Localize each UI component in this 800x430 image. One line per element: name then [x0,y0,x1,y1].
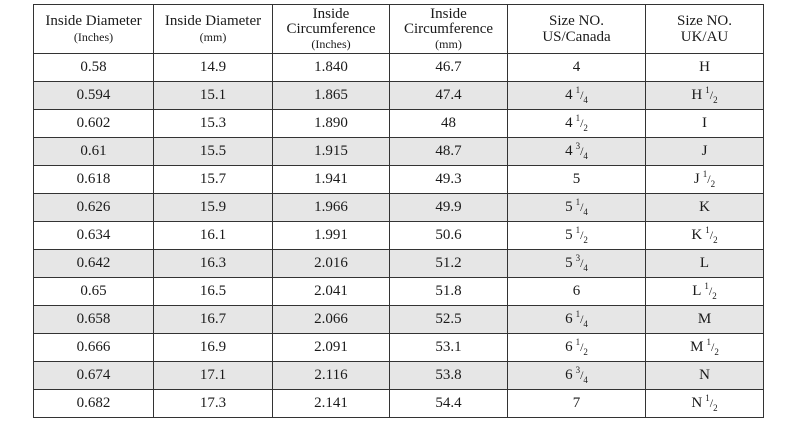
cell-inside-circumference-mm: 46.7 [390,54,508,82]
cell-inside-circumference-mm: 49.9 [390,194,508,222]
cell-inside-diameter-mm: 16.5 [154,278,273,306]
cell-inside-circumference-mm: 50.6 [390,222,508,250]
cell-inside-diameter-mm: 15.3 [154,110,273,138]
fraction-slash: / [709,88,714,102]
cell-inside-diameter-mm: 17.1 [154,362,273,390]
size-whole: J [701,143,708,159]
fraction-slash: / [709,396,714,410]
fraction-numerator: 1 [705,393,710,403]
fraction-denominator: 4 [583,207,588,217]
size-whole: 6 [565,339,573,355]
header-inside-diameter-inches: Inside Diameter (Inches) [34,5,154,54]
fraction-slash: / [580,340,584,354]
cell-inside-circumference-inches: 2.016 [273,250,390,278]
fraction-denominator: 2 [583,123,588,133]
cell-inside-diameter-mm: 16.1 [154,222,273,250]
cell-size-us-canada [508,138,646,166]
size-value [702,115,707,131]
fraction-denominator: 2 [710,179,716,189]
cell-inside-diameter-mm: 14.9 [154,54,273,82]
size-whole: I [702,115,707,131]
cell-inside-diameter-mm: 15.7 [154,166,273,194]
size-value [565,87,588,103]
size-whole: 6 [565,311,573,327]
cell-size-us-canada [508,54,646,82]
size-value [573,171,581,187]
fraction-denominator: 2 [583,347,588,357]
table-row [34,54,764,82]
table-row [34,194,764,222]
ring-size-table [33,4,764,418]
size-value [565,255,588,271]
cell-inside-diameter-inches: 0.618 [34,166,154,194]
size-whole: K [691,227,703,243]
fraction-slash: / [708,284,713,298]
cell-inside-circumference-inches: 1.991 [273,222,390,250]
size-whole: 6 [572,283,581,299]
size-value [573,59,581,75]
table-row [34,334,764,362]
size-value [699,367,710,383]
cell-size-uk-au [646,166,764,194]
table-row [34,222,764,250]
size-value [573,283,581,299]
size-value [573,395,581,411]
cell-size-us-canada [508,82,646,110]
cell-inside-diameter-mm: 16.9 [154,334,273,362]
fraction-denominator: 2 [713,235,718,245]
size-value [565,311,588,327]
size-whole: N [691,395,703,411]
size-value [694,171,715,187]
size-value [692,283,717,299]
header-inside-circumference-mm: Inside Circumference (mm) [390,5,508,54]
cell-inside-diameter-mm: 16.7 [154,306,273,334]
cell-inside-diameter-inches: 0.658 [34,306,154,334]
fraction-denominator: 2 [713,95,718,105]
fraction-slash: / [707,172,711,186]
fraction-numerator: 1 [705,85,710,95]
cell-size-uk-au [646,82,764,110]
cell-inside-circumference-mm: 52.5 [390,306,508,334]
table-row [34,110,764,138]
size-whole: H [691,87,703,103]
table-row [34,250,764,278]
fraction-numerator: 1 [575,309,581,319]
fraction-numerator: 3 [575,141,581,151]
cell-size-us-canada [508,166,646,194]
cell-size-us-canada [508,110,646,138]
size-value [699,59,710,75]
cell-inside-diameter-inches: 0.65 [34,278,154,306]
cell-size-uk-au [646,138,764,166]
fraction-slash: / [580,88,584,102]
cell-inside-circumference-inches: 1.915 [273,138,390,166]
fraction-numerator: 1 [575,85,581,95]
cell-inside-diameter-inches: 0.594 [34,82,154,110]
cell-size-uk-au [646,390,764,418]
cell-size-uk-au [646,222,764,250]
cell-size-uk-au [646,278,764,306]
size-value [565,367,588,383]
cell-inside-diameter-inches: 0.642 [34,250,154,278]
size-whole: H [699,59,710,75]
size-whole: 4 [565,87,573,103]
size-value [690,339,719,355]
fraction-denominator: 4 [583,95,588,105]
fraction-slash: / [580,368,584,382]
fraction-denominator: 4 [583,263,588,273]
cell-size-us-canada [508,278,646,306]
fraction-slash: / [580,312,584,326]
table-row [34,166,764,194]
fraction-numerator: 1 [704,281,709,291]
cell-inside-diameter-inches: 0.674 [34,362,154,390]
cell-inside-circumference-mm: 54.4 [390,390,508,418]
cell-inside-diameter-inches: 0.58 [34,54,154,82]
size-value [565,199,588,215]
fraction-numerator: 1 [575,113,581,123]
size-whole: 5 [565,255,573,271]
fraction-denominator: 4 [583,151,588,161]
fraction-slash: / [580,144,584,158]
size-whole: 5 [572,171,581,187]
table-row [34,278,764,306]
cell-inside-diameter-mm: 15.9 [154,194,273,222]
cell-size-us-canada [508,362,646,390]
cell-inside-circumference-inches: 2.091 [273,334,390,362]
fraction-denominator: 2 [714,347,719,357]
cell-size-uk-au [646,250,764,278]
cell-inside-circumference-inches: 2.116 [273,362,390,390]
cell-size-uk-au [646,54,764,82]
size-whole: M [697,311,712,327]
size-whole: 4 [565,115,573,131]
cell-inside-circumference-mm: 47.4 [390,82,508,110]
fraction-numerator: 1 [705,225,710,235]
fraction-denominator: 4 [583,375,588,385]
cell-inside-diameter-mm: 16.3 [154,250,273,278]
cell-size-us-canada [508,194,646,222]
size-whole: 7 [572,395,581,411]
fraction-numerator: 1 [575,197,581,207]
table-row [34,390,764,418]
cell-size-uk-au [646,334,764,362]
fraction-numerator: 1 [575,337,581,347]
fraction-denominator: 4 [583,319,588,329]
size-value [702,143,708,159]
table-header [34,5,764,54]
size-value [691,87,717,103]
table-row [34,362,764,390]
cell-inside-diameter-mm: 17.3 [154,390,273,418]
size-whole: 5 [565,227,573,243]
cell-inside-circumference-mm: 51.8 [390,278,508,306]
cell-inside-circumference-inches: 1.966 [273,194,390,222]
cell-inside-diameter-mm: 15.5 [154,138,273,166]
cell-size-us-canada [508,250,646,278]
cell-inside-circumference-inches: 1.840 [273,54,390,82]
table-row [34,306,764,334]
fraction-numerator: 3 [575,253,581,263]
fraction-denominator: 2 [583,235,588,245]
size-value [565,143,588,159]
cell-size-us-canada [508,334,646,362]
size-value [698,311,711,327]
size-whole: N [699,367,710,383]
size-whole: K [699,199,710,215]
fraction-denominator: 2 [712,291,717,301]
fraction-slash: / [580,200,584,214]
cell-inside-diameter-mm: 15.1 [154,82,273,110]
cell-inside-circumference-inches: 2.141 [273,390,390,418]
size-value [691,227,717,243]
cell-inside-diameter-inches: 0.634 [34,222,154,250]
cell-inside-diameter-inches: 0.682 [34,390,154,418]
cell-inside-circumference-inches: 2.041 [273,278,390,306]
cell-inside-circumference-inches: 1.890 [273,110,390,138]
size-whole: 4 [565,143,573,159]
cell-inside-diameter-inches: 0.602 [34,110,154,138]
cell-inside-diameter-inches: 0.626 [34,194,154,222]
size-whole: 4 [572,59,581,75]
cell-size-us-canada [508,222,646,250]
fraction-numerator: 1 [702,169,708,179]
cell-size-uk-au [646,362,764,390]
header-size-uk-au: Size NO. UK/AU [646,5,764,54]
cell-size-us-canada [508,306,646,334]
cell-size-uk-au [646,194,764,222]
size-whole: J [693,171,700,187]
size-value [691,395,717,411]
size-value [699,199,710,215]
table-row [34,138,764,166]
fraction-numerator: 1 [575,225,581,235]
cell-size-uk-au [646,306,764,334]
fraction-slash: / [711,340,715,354]
cell-inside-circumference-mm: 53.1 [390,334,508,362]
cell-size-uk-au [646,110,764,138]
fraction-slash: / [580,228,584,242]
cell-inside-circumference-mm: 48.7 [390,138,508,166]
size-value [565,339,588,355]
cell-inside-diameter-inches: 0.666 [34,334,154,362]
cell-inside-circumference-mm: 49.3 [390,166,508,194]
fraction-slash: / [580,256,584,270]
fraction-numerator: 3 [575,365,581,375]
size-whole: M [690,339,704,355]
header-size-us-canada: Size NO. US/Canada [508,5,646,54]
fraction-denominator: 2 [713,403,718,413]
size-value [700,255,709,271]
header-inside-circumference-inches: Inside Circumference (Inches) [273,5,390,54]
table-row [34,82,764,110]
cell-size-us-canada [508,390,646,418]
fraction-slash: / [709,228,714,242]
size-value [565,227,588,243]
cell-inside-circumference-inches: 1.865 [273,82,390,110]
cell-inside-circumference-mm: 48 [390,110,508,138]
size-value [565,115,588,131]
cell-inside-circumference-inches: 1.941 [273,166,390,194]
cell-inside-circumference-mm: 51.2 [390,250,508,278]
header-row [34,5,764,54]
header-inside-diameter-mm: Inside Diameter (mm) [154,5,273,54]
fraction-numerator: 1 [706,337,711,347]
size-whole: 5 [565,199,573,215]
cell-inside-circumference-mm: 53.8 [390,362,508,390]
table-body [34,54,764,418]
size-whole: L [692,283,702,299]
cell-inside-circumference-inches: 2.066 [273,306,390,334]
size-whole: 6 [565,367,573,383]
fraction-slash: / [580,116,584,130]
size-whole: L [699,255,710,271]
cell-inside-diameter-inches: 0.61 [34,138,154,166]
